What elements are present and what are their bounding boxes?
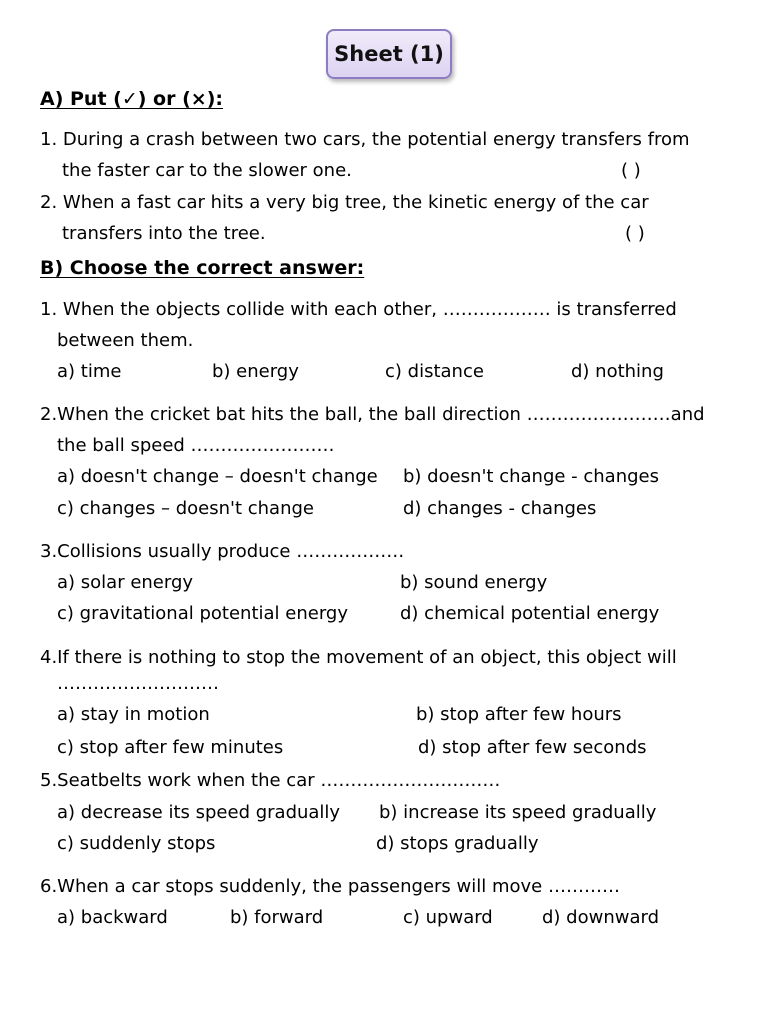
b-q4-option-a[interactable]: a) stay in motion [57,704,210,725]
a-q2-line1: 2. When a fast car hits a very big tree, the kinetic energy of the car [40,192,649,213]
b-q1-line2: between them. [57,330,194,351]
b-q1-option-d[interactable]: d) nothing [571,361,664,382]
b-q4-line1: 4.If there is nothing to stop the movement of an object, this object will [40,647,677,668]
a-q1-answer-bracket[interactable]: ( ) [621,160,641,181]
b-q6-option-a[interactable]: a) backward [57,907,168,928]
section-b-heading: B) Choose the correct answer: [40,257,365,279]
b-q2-option-b[interactable]: b) doesn't change - changes [403,466,659,487]
b-q2-line2: the ball speed …………………… [57,435,335,456]
b-q4-option-d[interactable]: d) stop after few seconds [418,737,647,758]
a-q1-line1: 1. During a crash between two cars, the potential energy transfers from [40,129,690,150]
a-q2-answer-bracket[interactable]: ( ) [625,223,645,244]
b-q6-line1: 6.When a car stops suddenly, the passengers will move ………… [40,876,620,897]
b-q3-option-d[interactable]: d) chemical potential energy [400,603,660,624]
b-q1-option-a[interactable]: a) time [57,361,122,382]
b-q2-option-d[interactable]: d) changes - changes [403,498,597,519]
b-q4-line2: ……………………… [57,673,219,694]
sheet-title: Sheet (1) [326,29,452,79]
a-q1-line2: the faster car to the slower one. [62,160,352,181]
b-q6-option-b[interactable]: b) forward [230,907,324,928]
b-q5-option-b[interactable]: b) increase its speed gradually [379,802,657,823]
b-q1-option-c[interactable]: c) distance [385,361,484,382]
b-q4-option-b[interactable]: b) stop after few hours [416,704,622,725]
b-q3-option-c[interactable]: c) gravitational potential energy [57,603,348,624]
section-a-heading: A) Put (✓) or (×): [40,88,223,110]
b-q1-option-b[interactable]: b) energy [212,361,299,382]
b-q4-option-c[interactable]: c) stop after few minutes [57,737,284,758]
b-q5-option-d[interactable]: d) stops gradually [376,833,539,854]
b-q3-option-a[interactable]: a) solar energy [57,572,194,593]
b-q5-option-c[interactable]: c) suddenly stops [57,833,216,854]
b-q3-option-b[interactable]: b) sound energy [400,572,548,593]
a-q2-line2: transfers into the tree. [62,223,266,244]
b-q2-option-c[interactable]: c) changes – doesn't change [57,498,314,519]
b-q1-line1: 1. When the objects collide with each other, ……………… is transferred [40,299,677,320]
b-q5-option-a[interactable]: a) decrease its speed gradually [57,802,341,823]
b-q2-line1: 2.When the cricket bat hits the ball, the ball direction ……………………and [40,404,705,425]
b-q3-line1: 3.Collisions usually produce ……………… [40,541,405,562]
b-q2-option-a[interactable]: a) doesn't change – doesn't change [57,466,378,487]
b-q5-line1: 5.Seatbelts work when the car ………………………… [40,770,501,791]
b-q6-option-d[interactable]: d) downward [542,907,659,928]
b-q6-option-c[interactable]: c) upward [403,907,493,928]
